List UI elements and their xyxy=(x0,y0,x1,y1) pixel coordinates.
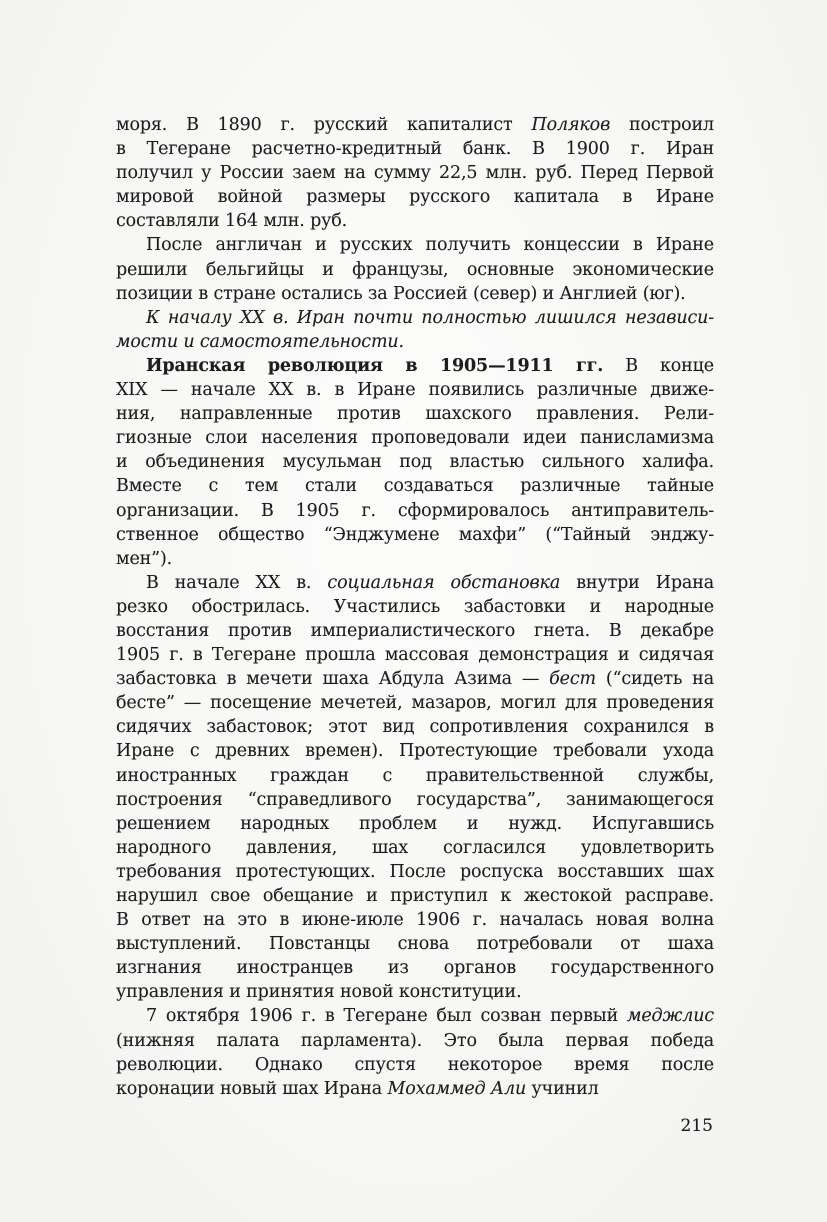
text-line xyxy=(116,715,714,739)
text-run: бест xyxy=(549,669,596,690)
text-line xyxy=(116,474,714,498)
text-line xyxy=(116,233,714,257)
text-line xyxy=(116,330,714,354)
text-line xyxy=(116,812,714,836)
text-run: построил xyxy=(610,115,714,135)
paragraph xyxy=(116,571,714,1005)
text-line xyxy=(116,764,714,788)
text-line xyxy=(116,956,714,980)
text-run: иностранных граждан с правительственной службы, xyxy=(116,765,714,786)
text-run: В начале XX в. xyxy=(146,572,328,593)
text-line xyxy=(116,258,714,282)
text-run: составляли 164 млн. руб. xyxy=(116,211,348,232)
text-line xyxy=(116,908,714,932)
text-run: социальная обстановка xyxy=(327,572,561,593)
text-run: решили бельгийцы и французы, основные экономические xyxy=(116,259,714,280)
text-line xyxy=(116,619,714,643)
text-line xyxy=(116,571,714,595)
paragraph xyxy=(116,354,714,571)
text-line xyxy=(116,643,714,667)
text-run: Вместе с тем стали создаваться различные тайные xyxy=(116,476,714,497)
paragraph xyxy=(116,306,714,354)
text-run: Иранская революция в 1905—1911 гг. xyxy=(146,355,604,376)
text-line xyxy=(116,161,714,185)
text-line xyxy=(116,426,714,450)
text-run: 7 октября 1906 г. в Тегеране был созван первый xyxy=(146,1006,627,1027)
text-line xyxy=(116,980,714,1004)
text-run: управления и принятия новой конституции. xyxy=(116,982,522,1003)
text-run: коронации новый шах Ирана xyxy=(116,1078,388,1099)
text-line xyxy=(116,667,714,691)
text-run: выступлений. Повстанцы снова потребовали от шаха xyxy=(116,934,714,955)
text-run: мировой войной размеры русского капитала в Иране xyxy=(116,187,714,208)
page-number: 215 xyxy=(680,1116,713,1136)
text-run: моря. В 1890 г. русский капиталист xyxy=(116,115,532,135)
text-line xyxy=(116,860,714,884)
text-line xyxy=(116,354,714,378)
text-run: получил у России заем на сумму 22,5 млн. руб. Перед Первой xyxy=(116,163,714,184)
text-line xyxy=(116,306,714,330)
text-run: Иране с древних времен). Протестующие требовали ухода xyxy=(116,741,714,762)
text-run: решением народных проблем и нужд. Испугавшись xyxy=(116,813,714,834)
text-line xyxy=(116,378,714,402)
text-run: и объединения мусульман под властью сильного халифа. xyxy=(116,452,714,473)
text-run: ственное общество “Энджумене махфи” (“Тайный энджу- xyxy=(116,524,714,545)
text-run: внутри Ирана xyxy=(560,572,715,593)
text-run: забастовка в мечети шаха Абдула Азима — xyxy=(116,669,550,690)
text-run: народного давления, шах согласился удовлетворить xyxy=(116,837,714,858)
text-run: мен”). xyxy=(116,548,173,569)
text-run: в Тегеране расчетно-кредитный банк. В 1900 г. Иран xyxy=(116,139,714,160)
text-block xyxy=(116,113,714,1101)
text-run: 1905 г. в Тегеране прошла массовая демонстрация и сидячая xyxy=(116,645,714,666)
text-line xyxy=(116,113,714,137)
paragraph xyxy=(116,1004,714,1100)
text-line xyxy=(116,932,714,956)
text-run: организации. В 1905 г. сформировалось антиправитель- xyxy=(116,500,714,521)
paragraph xyxy=(116,113,714,233)
text-run: революции. Однако спустя некоторое время после xyxy=(116,1054,714,1075)
text-run: К началу XX в. Иран почти полностью лишился независи- xyxy=(146,307,714,328)
text-run: восстания против империалистического гнета. В декабре xyxy=(116,620,714,641)
text-line xyxy=(116,1077,714,1101)
text-line xyxy=(116,595,714,619)
text-line xyxy=(116,1004,714,1028)
text-run: XIX — начале XX в. в Иране появились различные движе- xyxy=(116,380,714,401)
text-run: (нижняя палата парламента). Это была первая победа xyxy=(116,1030,714,1051)
text-run: ния, направленные против шахского правления. Рели- xyxy=(116,404,714,425)
text-line xyxy=(116,209,714,233)
text-line xyxy=(116,402,714,426)
text-line xyxy=(116,788,714,812)
text-run: учинил xyxy=(526,1078,599,1099)
text-run: В конце xyxy=(603,355,714,376)
text-line xyxy=(116,691,714,715)
text-run: меджлис xyxy=(626,1006,714,1027)
text-run: После англичан и русских получить концессии в Иране xyxy=(146,235,714,256)
text-run: бесте” — посещение мечетей, мазаров, могил для проведения xyxy=(116,693,714,714)
text-line xyxy=(116,282,714,306)
text-line xyxy=(116,739,714,763)
text-run: (“сидеть на xyxy=(595,669,714,690)
text-line xyxy=(116,450,714,474)
text-line xyxy=(116,137,714,161)
text-run: Мохаммед Али xyxy=(387,1078,527,1099)
text-line xyxy=(116,884,714,908)
paragraph xyxy=(116,233,714,305)
text-run: В ответ на это в июне-июле 1906 г. началась новая волна xyxy=(116,910,714,931)
text-line xyxy=(116,523,714,547)
text-line xyxy=(116,1029,714,1053)
text-line xyxy=(116,185,714,209)
text-run: гиозные слои населения проповедовали идеи панисламизма xyxy=(116,428,714,449)
text-run: сидячих забастовок; этот вид сопротивления сохранился в xyxy=(116,717,714,738)
text-run: требования протестующих. После роспуска восставших шах xyxy=(116,861,714,882)
text-run: изгнания иностранцев из органов государственного xyxy=(116,958,714,979)
text-run: резко обострилась. Участились забастовки и народные xyxy=(116,596,714,617)
text-run: построения “справедливого государства”, занимающегося xyxy=(116,789,714,810)
text-line xyxy=(116,1053,714,1077)
text-run: нарушил свое обещание и приступил к жестокой расправе. xyxy=(116,886,714,906)
text-line xyxy=(116,547,714,571)
text-run: мости и самостоятельности. xyxy=(116,331,404,352)
text-line xyxy=(116,499,714,523)
text-run: позиции в стране остались за Россией (север) и Англией (юг). xyxy=(116,283,686,304)
text-line xyxy=(116,836,714,860)
text-run: Поляков xyxy=(531,115,611,135)
